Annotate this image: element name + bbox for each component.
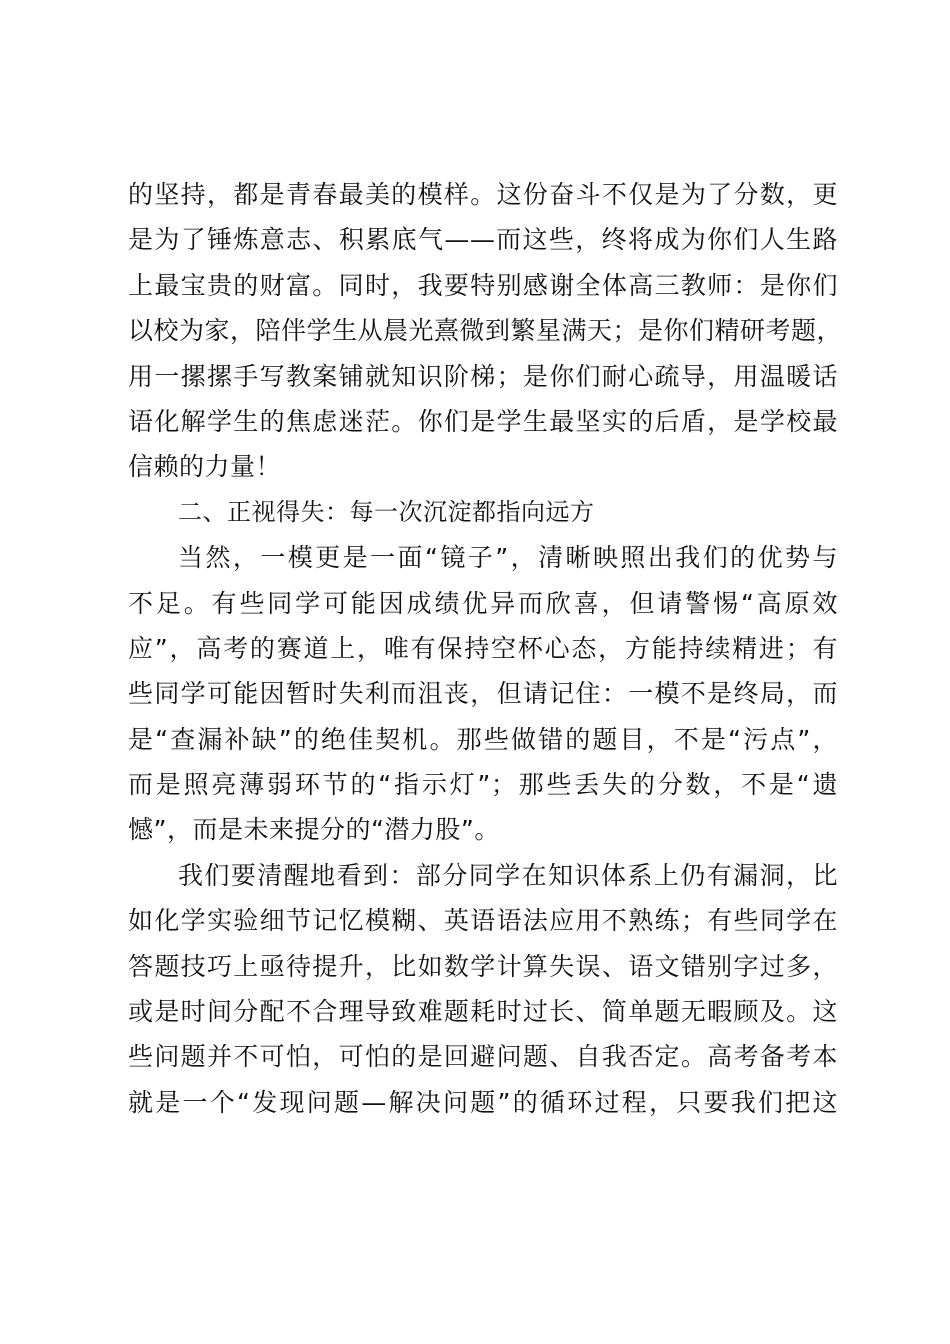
text-line: 我们要清醒地看到：部分同学在知识体系上仍有漏洞，比 [178, 860, 838, 890]
text-line: 或是时间分配不合理导致难题耗时过长、简单题无暇顾及。这 [128, 997, 838, 1027]
text-line: 就是一个“发现问题—解决问题”的循环过程，只要我们把这 [128, 1087, 838, 1117]
text-line: 些问题并不可怕，可怕的是回避问题、自我否定。高考备考本 [128, 1042, 838, 1072]
text-line: 信赖的力量！ [128, 452, 282, 482]
text-line: 用一摞摞手写教案铺就知识阶梯；是你们耐心疏导，用温暖话 [128, 361, 838, 391]
text-line: 答题技巧上亟待提升，比如数学计算失误、语文错别字过多， [128, 951, 838, 981]
text-line: 些同学可能因暂时失利而沮丧，但请记住：一模不是终局，而 [128, 679, 838, 709]
section-heading: 二、正视得失：每一次沉淀都指向远方 [178, 497, 595, 526]
text-line: 应”，高考的赛道上，唯有保持空杯心态，方能持续精进；有 [128, 633, 838, 663]
text-line: 是为了锤炼意志、积累底气——而这些，终将成为你们人生路 [128, 225, 838, 255]
text-line: 以校为家，陪伴学生从晨光熹微到繁星满天；是你们精研考题， [128, 316, 843, 346]
text-line: 憾”，而是未来提分的“潜力股”。 [128, 815, 500, 845]
text-line: 如化学实验细节记忆模糊、英语语法应用不熟练；有些同学在 [128, 906, 838, 936]
text-line: 语化解学生的焦虑迷茫。你们是学生最坚实的后盾，是学校最 [128, 406, 838, 436]
text-line: 不足。有些同学可能因成绩优异而欣喜，但请警惕“高原效 [128, 588, 838, 618]
text-line: 而是照亮薄弱环节的“指示灯”；那些丢失的分数，不是“遗 [128, 770, 838, 800]
text-line: 的坚持，都是青春最美的模样。这份奋斗不仅是为了分数，更 [128, 180, 838, 209]
body-text [128, 172, 843, 1125]
text-line: 上最宝贵的财富。同时，我要特别感谢全体高三教师：是你们 [128, 270, 838, 300]
text-line: 当然，一模更是一面“镜子”，清晰映照出我们的优势与 [178, 543, 838, 573]
text-line: 是“查漏补缺”的绝佳契机。那些做错的题目，不是“污点”， [128, 724, 838, 754]
